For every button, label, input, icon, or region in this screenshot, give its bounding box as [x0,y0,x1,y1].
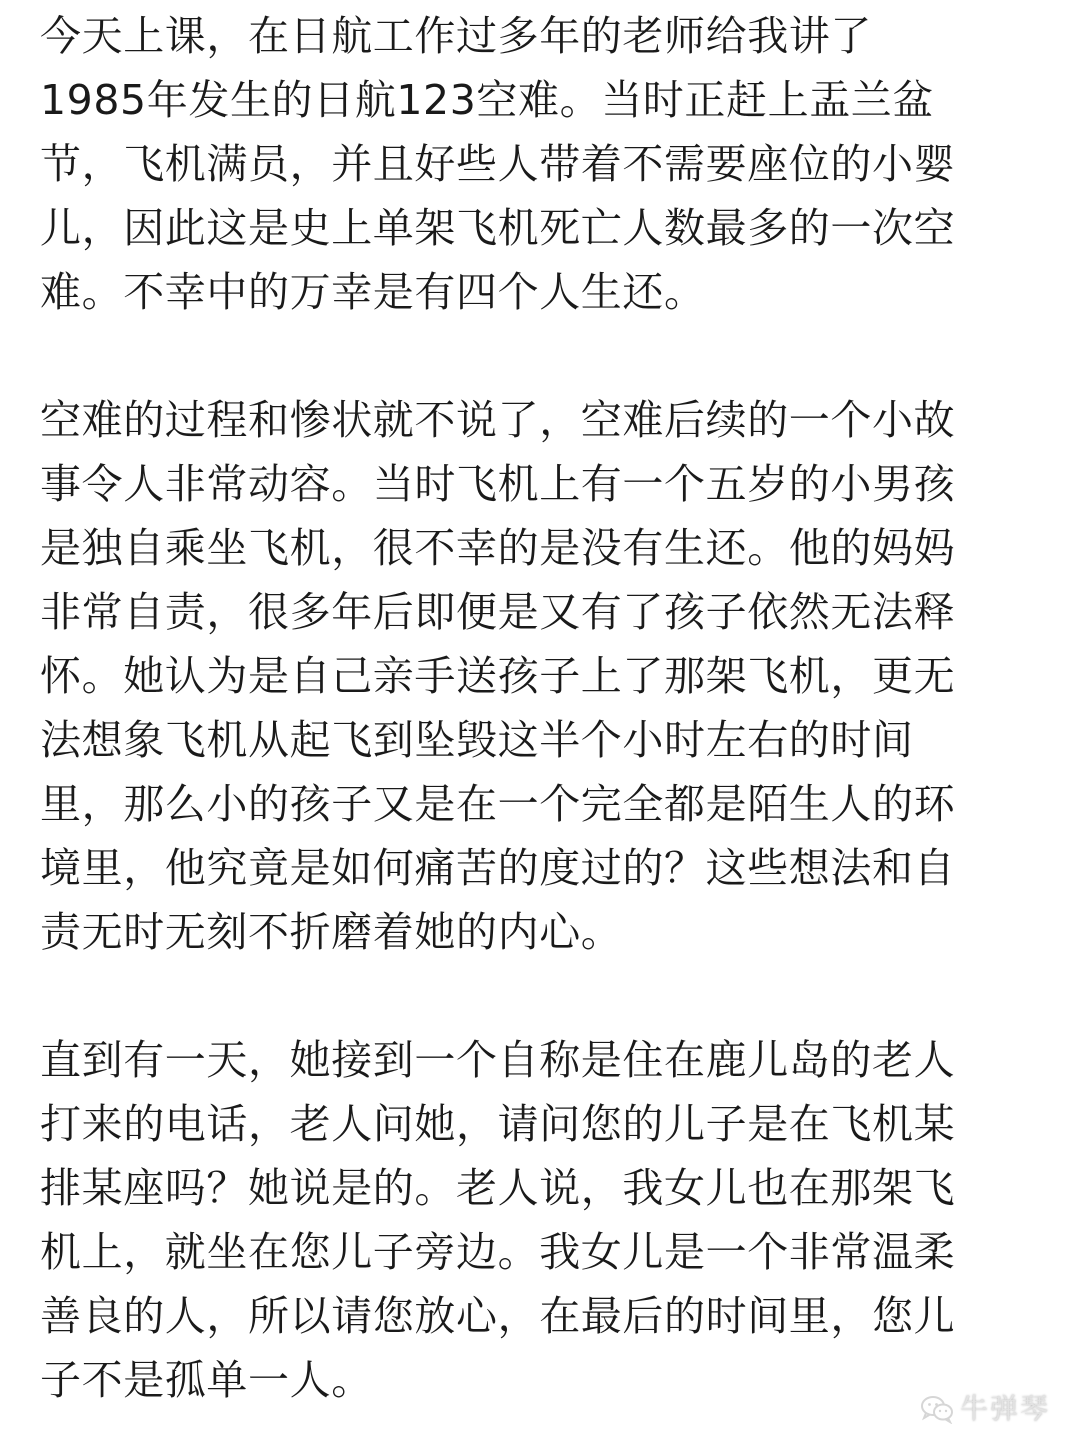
text-line: 难。不幸中的万幸是有四个人生还。 [40,268,706,316]
text-line: 儿，因此这是史上单架飞机死亡人数最多的一次空 [40,204,956,252]
text-line: 今天上课，在日航工作过多年的老师给我讲了 [40,12,872,60]
text-line: 是独自乘坐飞机，很不幸的是没有生还。他的妈妈 [40,524,956,572]
watermark-text: 牛弹琴 [959,1392,1050,1425]
paragraph-2 [40,388,1050,964]
paragraph-1 [40,4,1050,324]
text-line: 怀。她认为是自己亲手送孩子上了那架飞机，更无 [40,652,956,700]
text-line: 法想象飞机从起飞到坠毁这半个小时左右的时间 [40,716,914,764]
text-line: 事令人非常动容。当时飞机上有一个五岁的小男孩 [40,460,956,508]
text-line: 机上，就坐在您儿子旁边。我女儿是一个非常温柔 [40,1228,956,1276]
article-body [40,4,1050,1412]
text-line: 空难的过程和惨状就不说了，空难后续的一个小故 [40,396,956,444]
watermark [920,1394,1050,1424]
paragraph-spacer [40,964,1050,1028]
text-line: 打来的电话，老人问她，请问您的儿子是在飞机某 [40,1100,956,1148]
paragraph-3 [40,1028,1050,1412]
text-line: 排某座吗？她说是的。老人说，我女儿也在那架飞 [40,1164,956,1212]
text-line: 责无时无刻不折磨着她的内心。 [40,908,623,956]
text-line: 直到有一天，她接到一个自称是住在鹿儿岛的老人 [40,1036,956,1084]
text-line: 善良的人，所以请您放心，在最后的时间里，您儿 [40,1292,956,1340]
text-line: 子不是孤单一人。 [40,1356,373,1404]
text-line: 节，飞机满员，并且好些人带着不需要座位的小婴 [40,140,956,188]
paragraph-spacer [40,324,1050,388]
text-line: 非常自责，很多年后即便是又有了孩子依然无法释 [40,588,956,636]
wechat-icon [920,1394,954,1424]
text-line: 境里，他究竟是如何痛苦的度过的？这些想法和自 [40,844,956,892]
text-line: 里，那么小的孩子又是在一个完全都是陌生人的环 [40,780,956,828]
text-line: 1985年发生的日航123空难。当时正赶上盂兰盆 [40,76,934,124]
